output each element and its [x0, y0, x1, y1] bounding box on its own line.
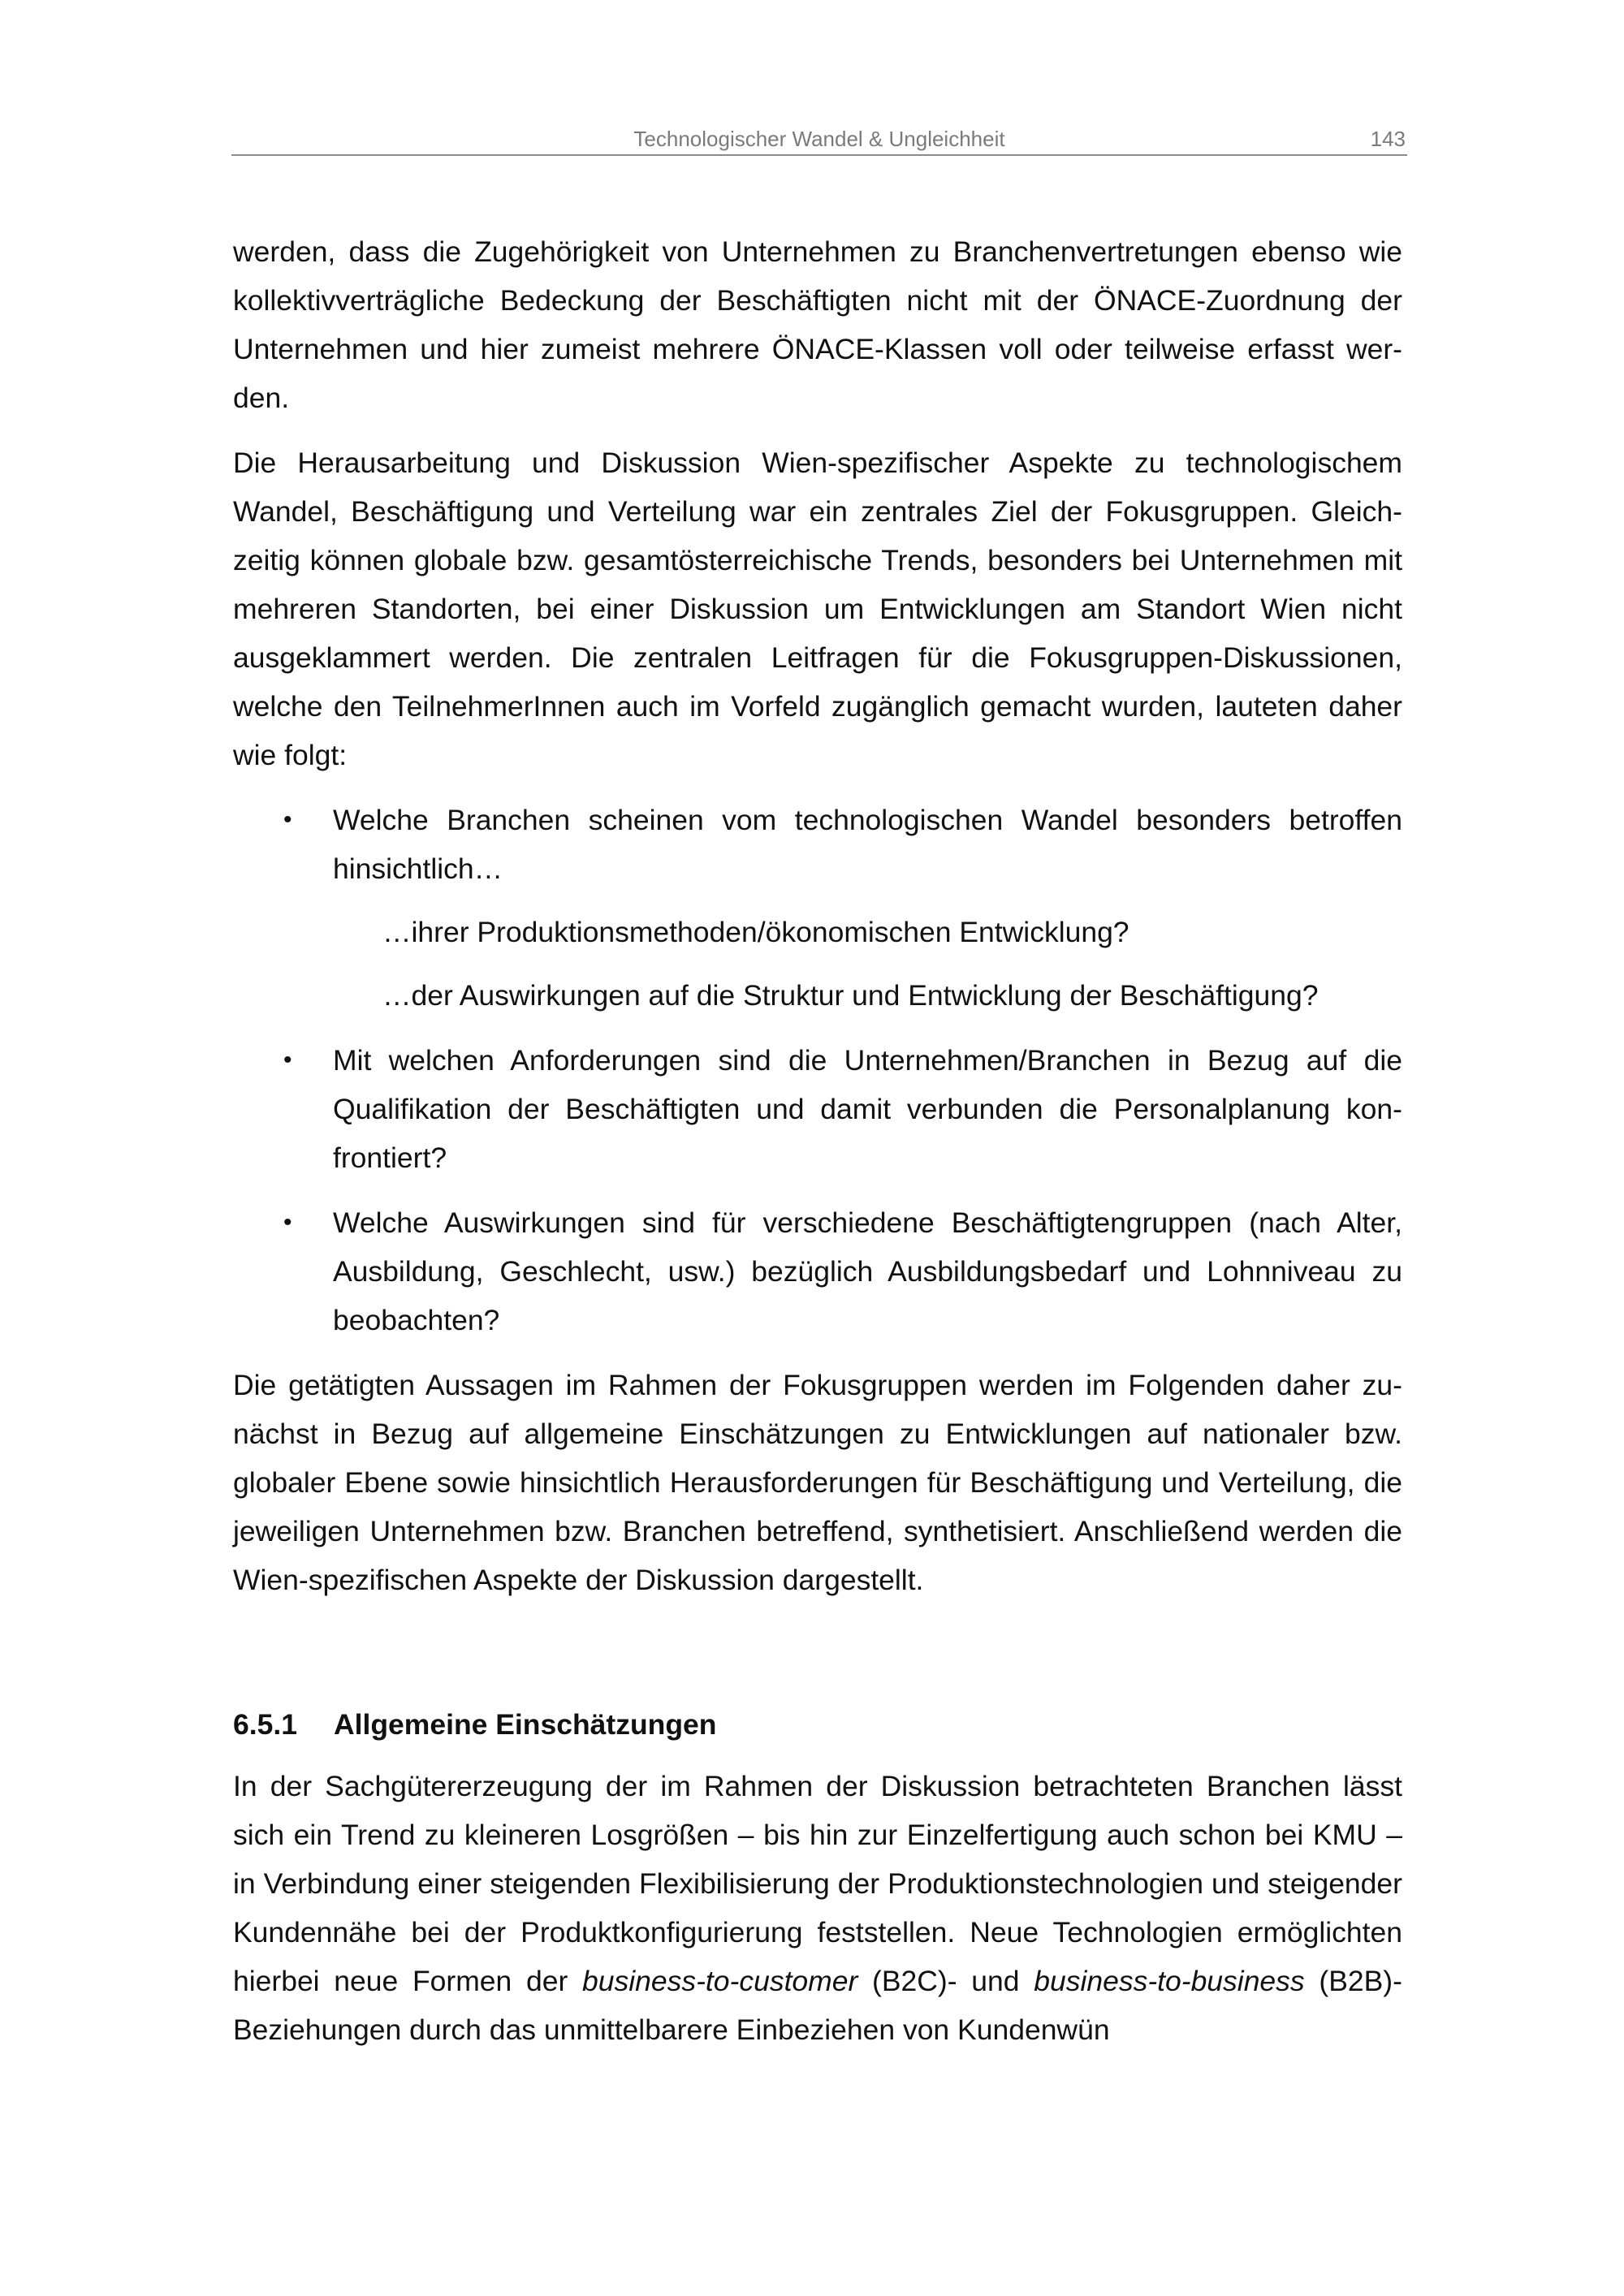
- list-item-text: Welche Auswirkungen sind für verschiedene Beschäftigtengruppen (nach Alter, Ausbildung, Geschlecht, usw.) bezüglich Ausbildungsbedarf und Lohnniveau zu beobachten?: [333, 1206, 1402, 1336]
- sub-item: …der Auswirkungen auf die Struktur und Entwicklung der Beschäftigung?: [382, 979, 1319, 1012]
- paragraph: [233, 1762, 1402, 2054]
- running-header: [231, 122, 1407, 156]
- section-title: Allgemeine Einschätzungen: [334, 1708, 717, 1741]
- sub-list: [382, 908, 1402, 1020]
- paragraph: werden, dass die Zugehörigkeit von Unternehmen zu Branchenvertretungen ebenso wie kollektivverträgliche Bedeckung der Beschäftigten nicht mit der ÖNACE-Zuordnung der Unternehmen und hier zumeist mehrere ÖNACE-Klassen voll oder teilweise erfasst werden.: [233, 235, 1402, 414]
- page-number: 143: [1370, 127, 1406, 151]
- paragraph: Die Herausarbeitung und Diskussion Wien-spezifischer Aspekte zu technologischem Wandel, Beschäftigung und Verteilung war ein zentrales Ziel der Fokusgruppen. Gleichzeitig können globale bzw. gesamtösterreichische Trends, besonders bei Unternehmen mit mehreren Standorten, bei einer Diskussion um Entwicklungen am Standort Wien nicht ausgeklammert werden. Die zentralen Leitfragen für die Fokusgruppen-Diskussionen, welche den TeilnehmerInnen auch im Vorfeld zugänglich gemacht wurden, lauteten daher wie folgt:: [233, 447, 1402, 771]
- list-item: [233, 1198, 1402, 1344]
- term-b2b: business-to-business: [1034, 1965, 1305, 1997]
- list-item-text: Welche Branchen scheinen vom technologischen Wandel besonders betroffen hinsichtlich…: [333, 804, 1402, 885]
- section-number: 6.5.1: [233, 1708, 297, 1741]
- bullet-icon: •: [283, 1047, 292, 1073]
- header-title: Technologischer Wandel & Ungleichheit: [633, 127, 1005, 151]
- list-item: [233, 1036, 1402, 1182]
- paragraph: Die getätigten Aussagen im Rahmen der Fokusgruppen werden im Folgenden daher zunächst in Bezug auf allgemeine Einschätzungen zu Entwicklungen auf nationaler bzw. globaler Ebene sowie hinsichtlich Herausforderungen für Beschäftigung und Verteilung, die jeweiligen Unternehmen bzw. Branchen betreffend, synthetisiert. Anschließend werden die Wien-spezifischen Aspekte der Diskussion dargestellt.: [233, 1369, 1402, 1596]
- paragraph-text: In der Sachgütererzeugung der im Rahmen der Diskussion betrachteten Branchen lässt sich ein Trend zu kleineren Losgrößen – bis hin zur Einzelfertigung auch schon bei KMU – in Verbindung einer steigenden Flexibilisierung der Produktionstechnologien und steigender Kundennähe bei der Produktkonfigurierung feststellen. Neue Technologien ermöglichten hierbei neue Formen der: [233, 1770, 1402, 1997]
- list-item-text: Mit welchen Anforderungen sind die Unternehmen/Branchen in Bezug auf die Qualifikation der Beschäftigten und damit verbunden die Personalplanung konfrontiert?: [333, 1044, 1402, 1174]
- term-b2c: business-to-customer: [581, 1965, 858, 1997]
- paragraph-text: (B2C)- und: [872, 1965, 1020, 1997]
- body-text: [233, 227, 1402, 2070]
- paragraph-text: (B2B)-Beziehungen durch das unmittelbarere Einbeziehen von Kundenwün: [233, 1965, 1402, 2046]
- list-item: [233, 796, 1402, 1020]
- section-heading: [233, 1700, 1402, 1749]
- bullet-icon: •: [283, 1209, 292, 1236]
- sub-item: …ihrer Produktionsmethoden/ökonomischen Entwicklung?: [382, 916, 1129, 948]
- bullet-icon: •: [283, 806, 292, 833]
- guiding-questions-list: [233, 796, 1402, 1344]
